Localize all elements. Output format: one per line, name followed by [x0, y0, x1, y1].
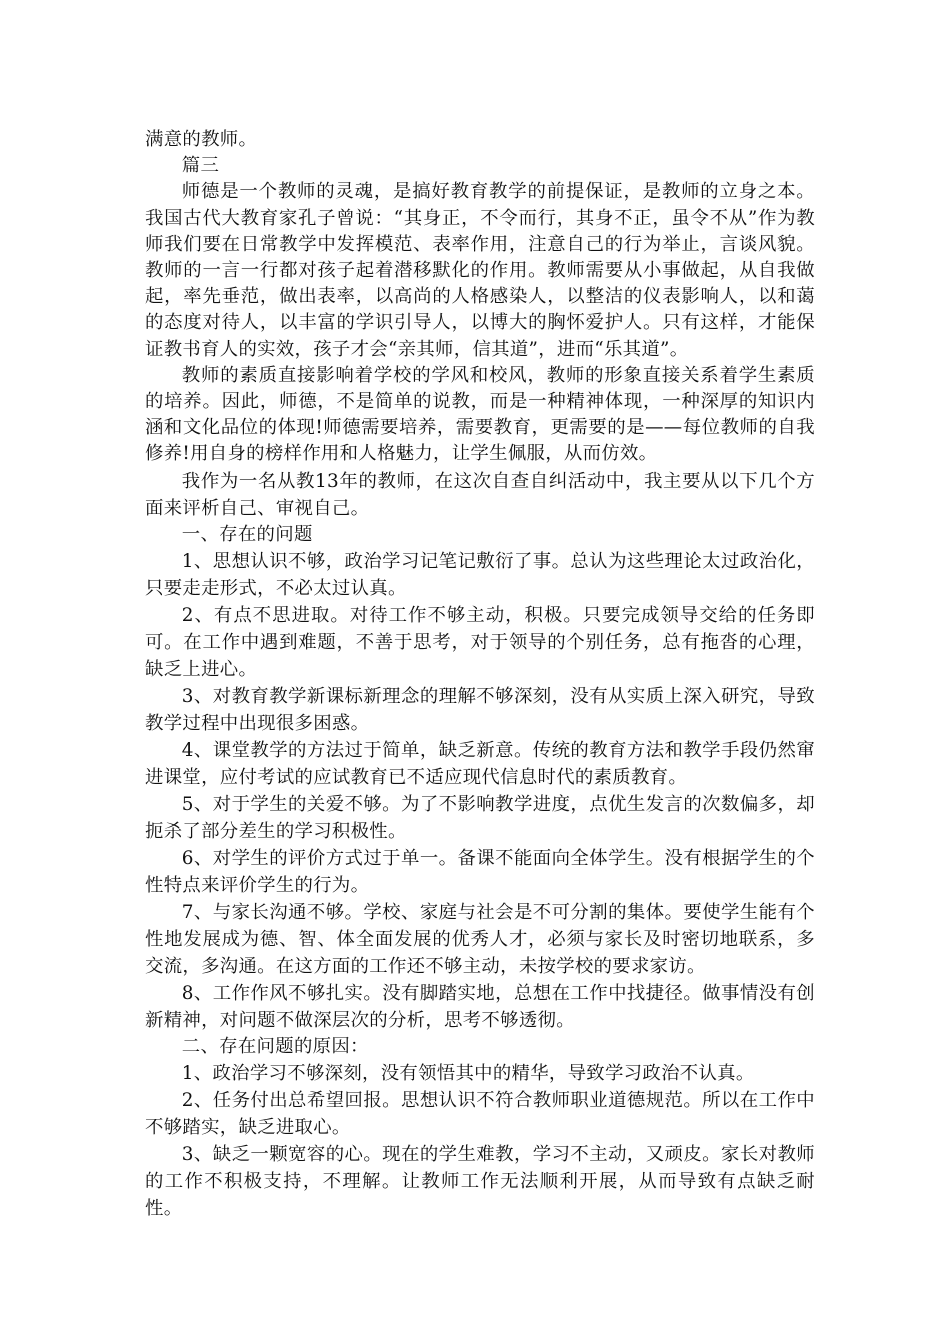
- heading-problem-causes: 二、存在问题的原因：: [181, 1035, 369, 1057]
- paragraph-self-review-intro: 我作为一名从教13年的教师，在这次自查自纠活动中，我主要从以下几个方面来评析自己、审视自己。: [145, 470, 815, 519]
- problem-item-7: 7、与家长沟通不够。学校、家庭与社会是不可分割的集体。要使学生能有个性地发展成为德、智、体全面发展的优秀人才，必须与家长及时密切地联系，多交流，多沟通。在这方面的工作还不够主动，未按学校的要求家访。: [145, 901, 815, 977]
- document-body: [145, 127, 815, 1222]
- paragraph-teacher-ethics-soul: 师德是一个教师的灵魂，是搞好教育教学的前提保证，是教师的立身之本。我国古代大教育家孔子曾说：“其身正，不令而行，其身不正，虽令不从”作为教师我们要在日常教学中发挥模范、表率作用，注意自己的行为举止，言谈风貌。教师的一言一行都对孩子起着潜移默化的作用。教师需要从小事做起，从自我做起，率先垂范，做出表率，以高尚的人格感染人，以整洁的仪表影响人，以和蔼的态度对待人，以丰富的学识引导人，以博大的胸怀爱护人。只有这样，才能保证教书育人的实效，孩子才会“亲其师，信其道”，进而“乐其道”。: [145, 181, 815, 360]
- problem-item-3: 3、对教育教学新课标新理念的理解不够深刻，没有从实质上深入研究，导致教学过程中出现很多困惑。: [145, 685, 815, 734]
- problem-item-1: 1、思想认识不够，政治学习记笔记敷衍了事。总认为这些理论太过政治化，只要走走形式，不必太过认真。: [145, 550, 815, 599]
- cause-item-3: 3、缺乏一颗宽容的心。现在的学生难教，学习不主动，又顽皮。家长对教师的工作不积极支持，不理解。让教师工作无法顺利开展，从而导致有点缺乏耐性。: [145, 1144, 815, 1220]
- paragraph-teacher-quality: 教师的素质直接影响着学校的学风和校风，教师的形象直接关系着学生素质的培养。因此，师德，不是简单的说教，而是一种精神体现，一种深厚的知识内涵和文化品位的体现!师德需要培养，需要教育，更需要的是——每位教师的自我修养!用自身的榜样作用和人格魅力，让学生佩服，从而仿效。: [145, 364, 815, 465]
- problem-item-2: 2、有点不思进取。对待工作不够主动，积极。只要完成领导交给的任务即可。在工作中遇到难题，不善于思考，对于领导的个别任务，总有拖沓的心理，缺乏上进心。: [145, 604, 815, 680]
- cause-item-1: 1、政治学习不够深刻，没有领悟其中的精华，导致学习政治不认真。: [181, 1063, 755, 1085]
- heading-existing-problems: 一、存在的问题: [181, 523, 313, 545]
- paragraph-continuation: 满意的教师。: [145, 129, 258, 150]
- problem-item-8: 8、工作作风不够扎实。没有脚踏实地，总想在工作中找捷径。做事情没有创新精神，对问题不做深层次的分析，思考不够透彻。: [145, 982, 815, 1031]
- problem-item-6: 6、对学生的评价方式过于单一。备课不能面向全体学生。没有根据学生的个性特点来评价学生的行为。: [145, 847, 815, 896]
- problem-item-5: 5、对于学生的关爱不够。为了不影响教学进度，点优生发言的次数偏多，却扼杀了部分差生的学习积极性。: [145, 793, 815, 842]
- cause-item-2: 2、任务付出总希望回报。思想认识不符合教师职业道德规范。所以在工作中不够踏实，缺乏进取心。: [145, 1090, 815, 1139]
- problem-item-4: 4、课堂教学的方法过于简单，缺乏新意。传统的教育方法和教学手段仍然窜进课堂，应付考试的应试教育已不适应现代信息时代的素质教育。: [145, 739, 815, 788]
- section-heading-part-three: 篇三: [181, 155, 220, 177]
